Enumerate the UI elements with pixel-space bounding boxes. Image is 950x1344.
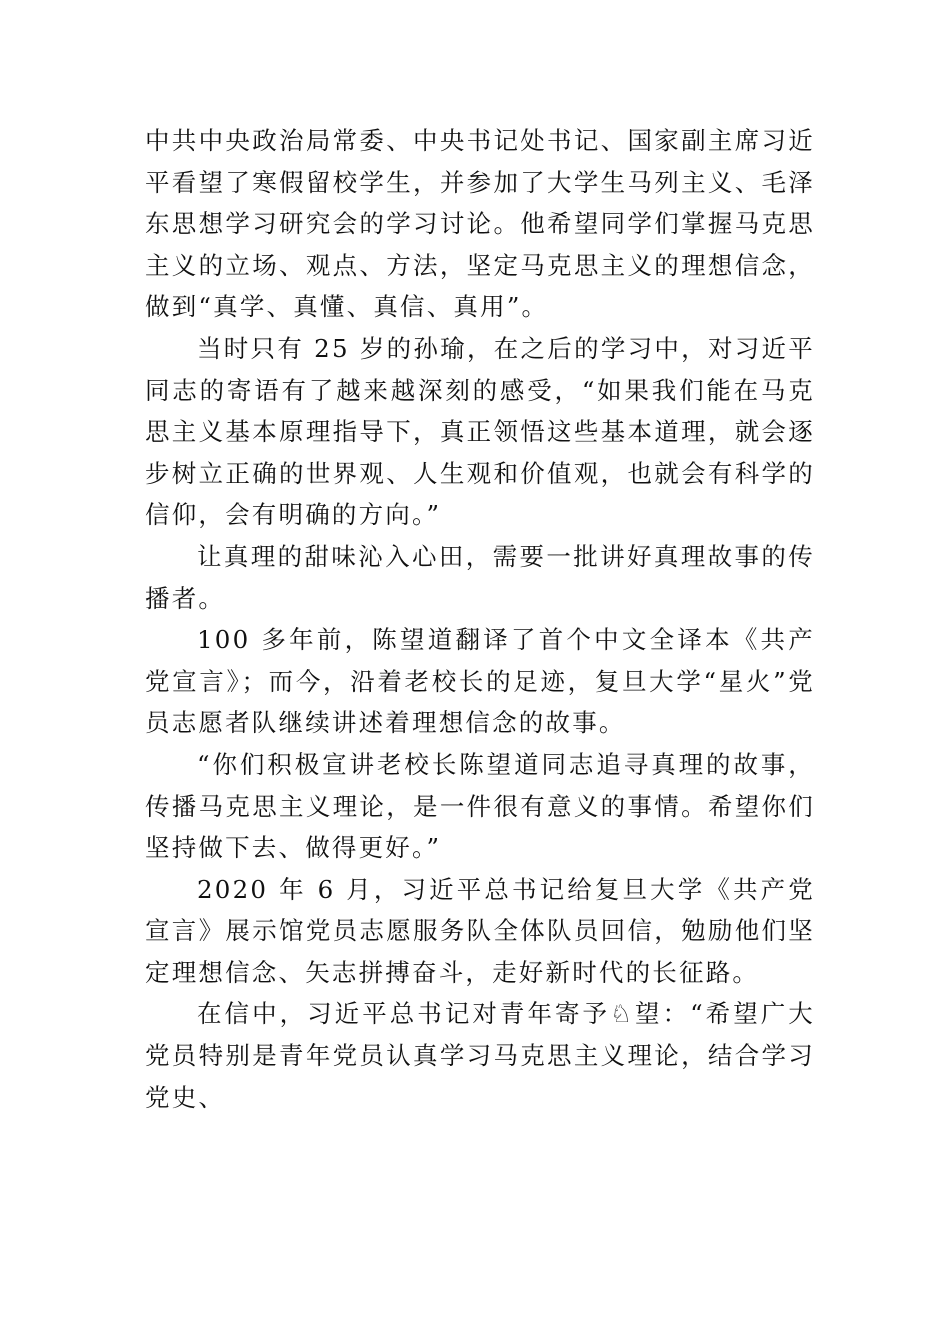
paragraph-6: 2020 年 6 月，习近平总书记给复旦大学《共产党宣言》展示馆党员志愿服务队全体队员回信，勉励他们坚定理想信念、矢志拼搏奋斗，走好新时代的长征路。 (145, 874, 815, 987)
paragraph-1: 中共中央政治局常委、中央书记处书记、国家副主席习近平看望了寒假留校学生，并参加了大学生马列主义、毛泽东思想学习研究会的学习讨论。他希望同学们掌握马克思主义的立场、观点、方法，坚定马克思主义的理想信念，做到“真学、真懂、真信、真用”。 (145, 126, 815, 322)
paragraph-7: 在信中，习近平总书记对青年寄予♘望：“希望广大党员特别是青年党员认真学习马克思主义理论，结合学习党史、 (145, 999, 815, 1112)
paragraph-2: 当时只有 25 岁的孙瑜，在之后的学习中，对习近平同志的寄语有了越来越深刻的感受，“如果我们能在马克思主义基本原理指导下，真正领悟这些基本道理，就会逐步树立正确的世界观、人生观和价值观，也就会有科学的信仰，会有明确的方向。” (145, 333, 815, 530)
paragraph-4: 100 多年前，陈望道翻译了首个中文全译本《共产党宣言》；而今，沿着老校长的足迹，复旦大学“星火”党员志愿者队继续讲述着理想信念的故事。 (145, 625, 815, 738)
paragraph-3: 让真理的甜味沁入心田，需要一批讲好真理故事的传播者。 (145, 541, 815, 613)
paragraph-5: “你们积极宣讲老校长陈望道同志追寻真理的故事，传播马克思主义理论，是一件很有意义的事情。希望你们坚持做下去、做得更好。” (145, 749, 815, 863)
body-text (145, 120, 815, 1118)
